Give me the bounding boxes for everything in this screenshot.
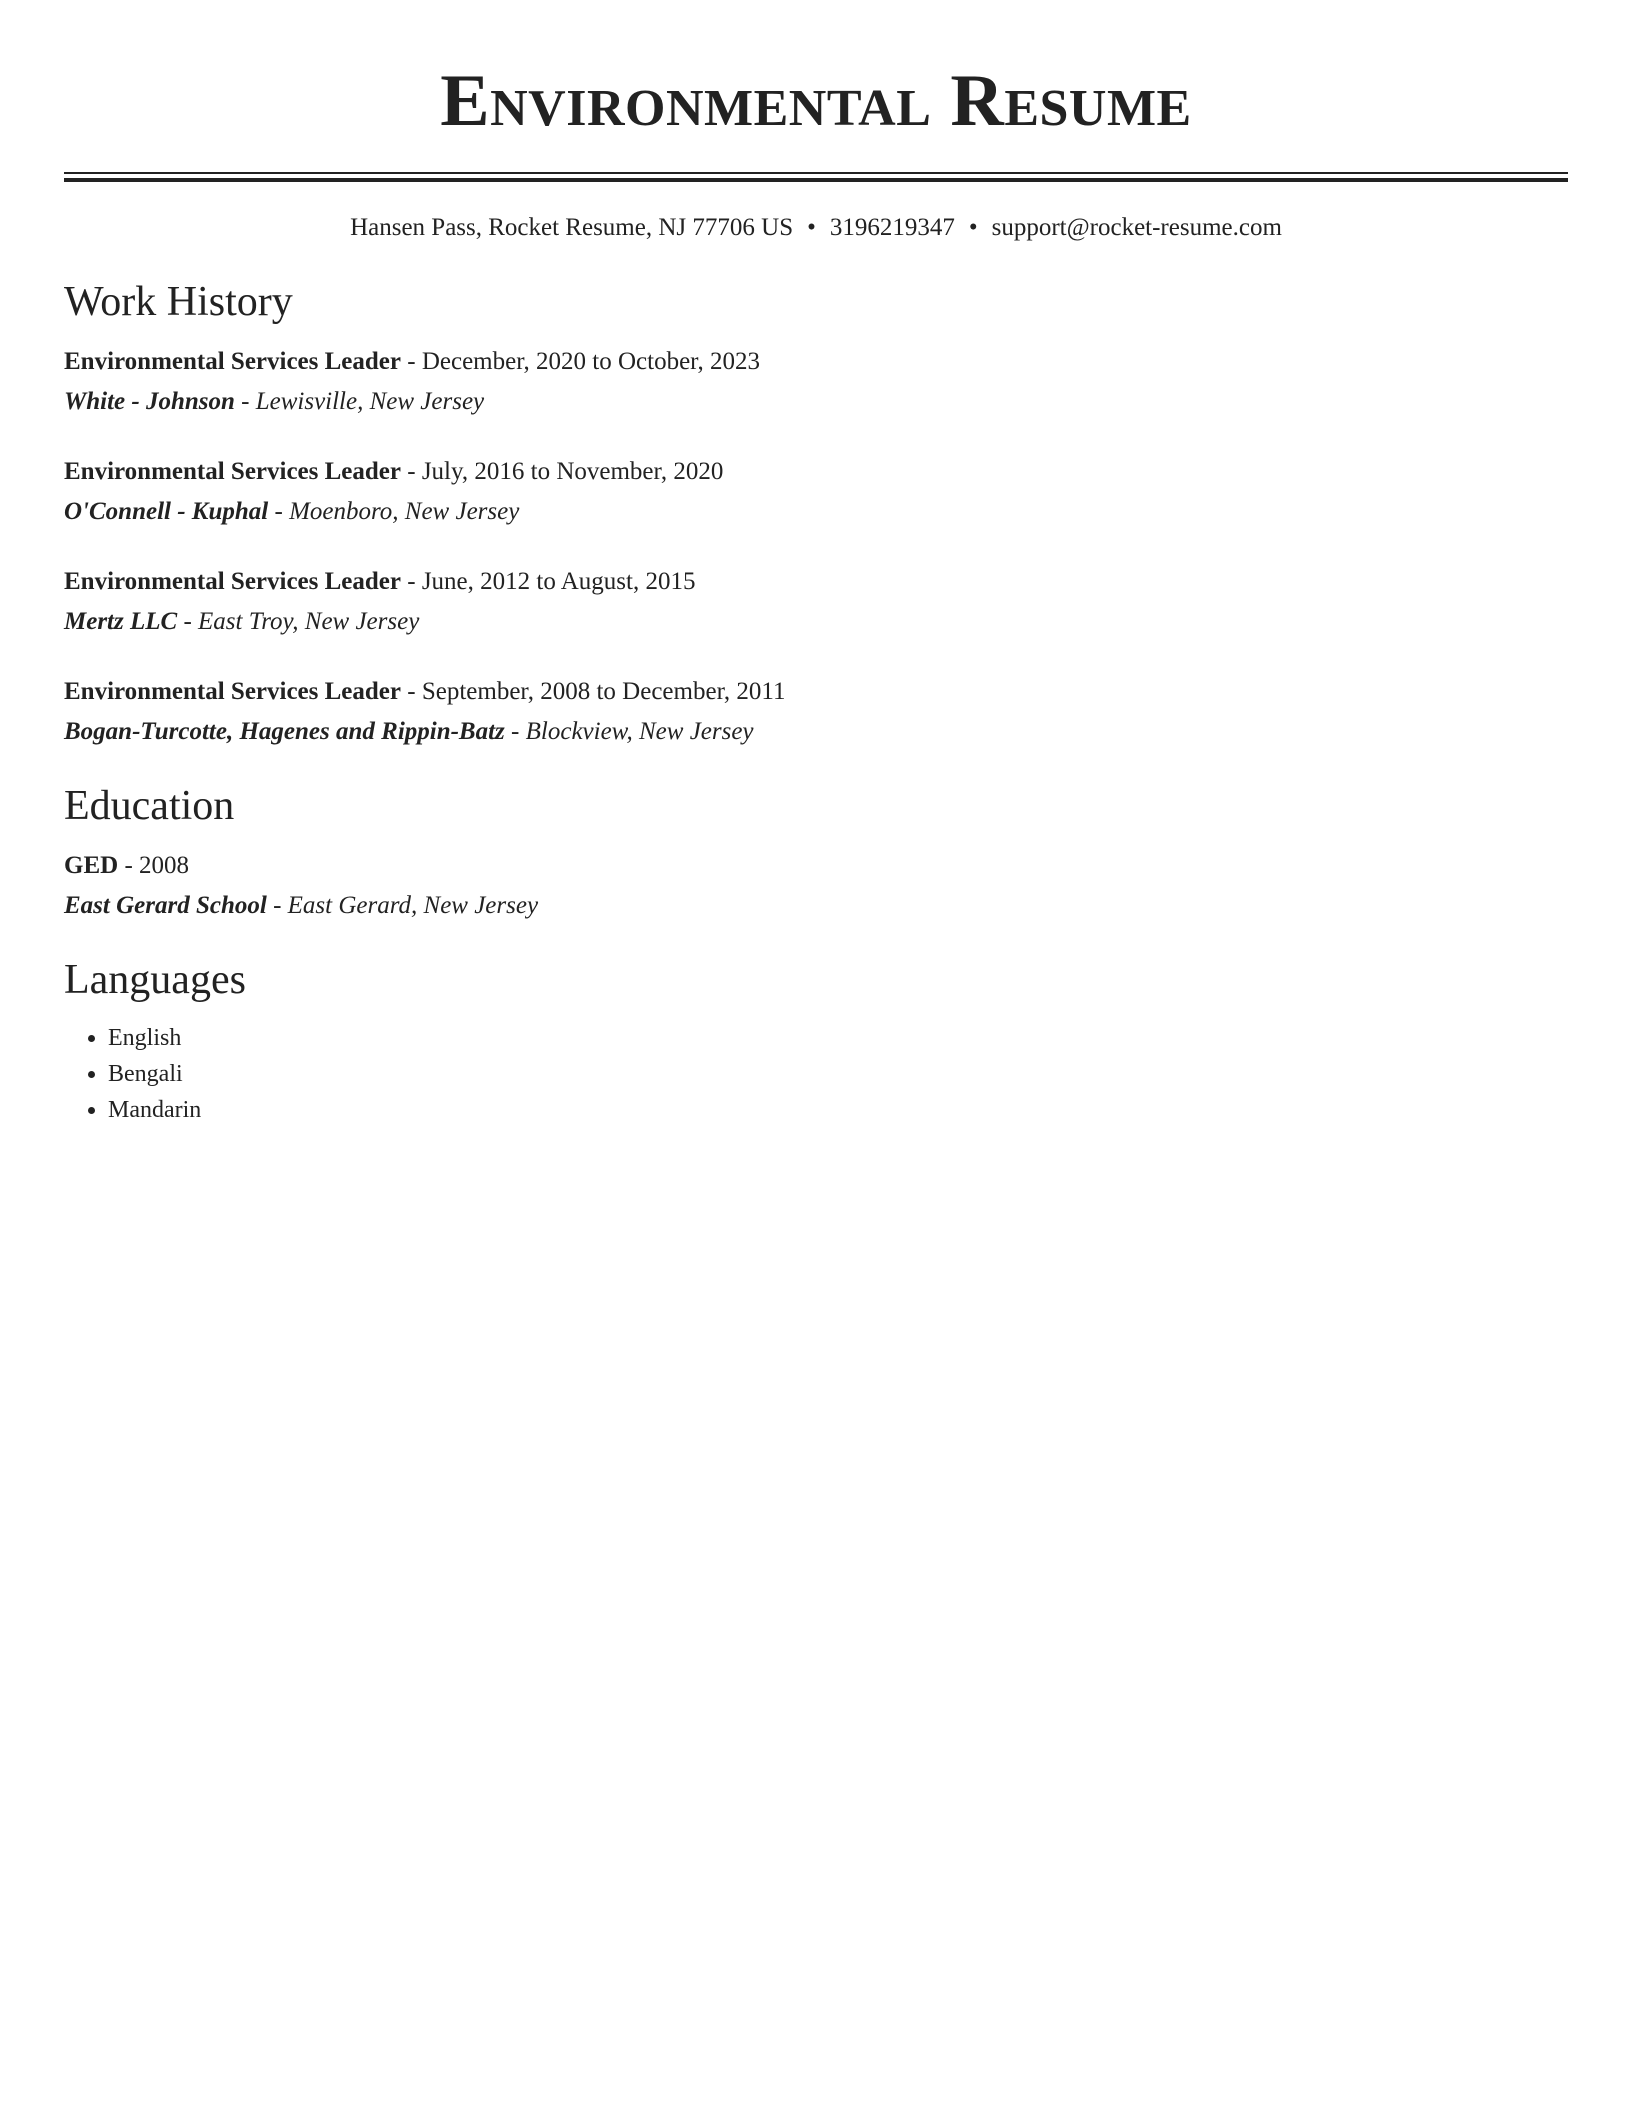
job-title: Environmental Services Leader <box>64 568 401 595</box>
text-separator: - <box>118 852 140 879</box>
school-location: East Gerard, New Jersey <box>287 892 539 919</box>
contact-email: support@rocket-resume.com <box>991 214 1282 241</box>
resume-title: Environmental Resume <box>440 60 1192 142</box>
contact-address: Hansen Pass, Rocket Resume, NJ 77706 US <box>350 214 794 241</box>
job-title: Environmental Services Leader <box>64 458 401 485</box>
company-location: Blockview, New Jersey <box>525 718 754 745</box>
title-divider <box>64 172 1568 182</box>
work-entry-company-line <box>64 602 1568 642</box>
job-title: Environmental Services Leader <box>64 348 401 375</box>
education-section <box>64 780 1568 926</box>
work-entry-title-line <box>64 672 1568 712</box>
job-dates: December, 2020 to October, 2023 <box>421 348 760 375</box>
contact-line <box>64 212 1568 244</box>
language-item: • Bengali <box>108 1056 1568 1092</box>
job-dates: September, 2008 to December, 2011 <box>421 678 786 705</box>
work-entry <box>64 672 1568 752</box>
work-history-section <box>64 276 1568 752</box>
education-heading: Education <box>64 783 235 829</box>
work-entry-title-line <box>64 562 1568 602</box>
text-separator: - <box>401 568 422 595</box>
job-dates: June, 2012 to August, 2015 <box>421 568 696 595</box>
graduation-year: 2008 <box>139 852 190 879</box>
language-item: • English <box>108 1020 1568 1056</box>
company-location: Moenboro, New Jersey <box>289 498 520 525</box>
work-entry-company-line <box>64 712 1568 752</box>
language-item: • Mandarin <box>108 1092 1568 1128</box>
languages-heading: Languages <box>64 957 246 1003</box>
work-entry <box>64 452 1568 532</box>
degree-name: GED <box>64 852 119 879</box>
company-name: Bogan-Turcotte, Hagenes and Rippin-Batz <box>64 718 505 745</box>
languages-list <box>64 1020 1568 1128</box>
languages-section <box>64 954 1568 1128</box>
work-entry-company-line <box>64 382 1568 422</box>
job-title: Environmental Services Leader <box>64 678 401 705</box>
work-history-heading: Work History <box>64 279 293 325</box>
company-name: O'Connell - Kuphal <box>64 498 269 525</box>
text-separator: - <box>234 388 256 415</box>
work-entry <box>64 562 1568 642</box>
text-separator: - <box>401 458 422 485</box>
school-name: East Gerard School <box>64 892 267 919</box>
contact-separator: • <box>807 214 816 241</box>
education-entry-school-line <box>64 886 1568 926</box>
contact-separator: • <box>968 214 978 241</box>
text-separator: - <box>401 348 422 375</box>
contact-phone: 3196219347 <box>829 214 955 241</box>
work-entry-title-line <box>64 342 1568 382</box>
job-dates: July, 2016 to November, 2020 <box>421 458 724 485</box>
company-name: White - Johnson <box>64 388 235 415</box>
company-name: Mertz LLC <box>64 608 178 635</box>
text-separator: - <box>266 892 288 919</box>
work-entry <box>64 342 1568 422</box>
company-location: Lewisville, New Jersey <box>255 388 485 415</box>
work-entry-company-line <box>64 492 1568 532</box>
education-entry <box>64 846 1568 926</box>
education-entry-title-line <box>64 846 1568 886</box>
text-separator: - <box>177 608 199 635</box>
text-separator: - <box>268 498 290 525</box>
company-location: East Troy, New Jersey <box>198 608 420 635</box>
work-entry-title-line <box>64 452 1568 492</box>
text-separator: - <box>401 678 422 705</box>
text-separator: - <box>504 718 526 745</box>
